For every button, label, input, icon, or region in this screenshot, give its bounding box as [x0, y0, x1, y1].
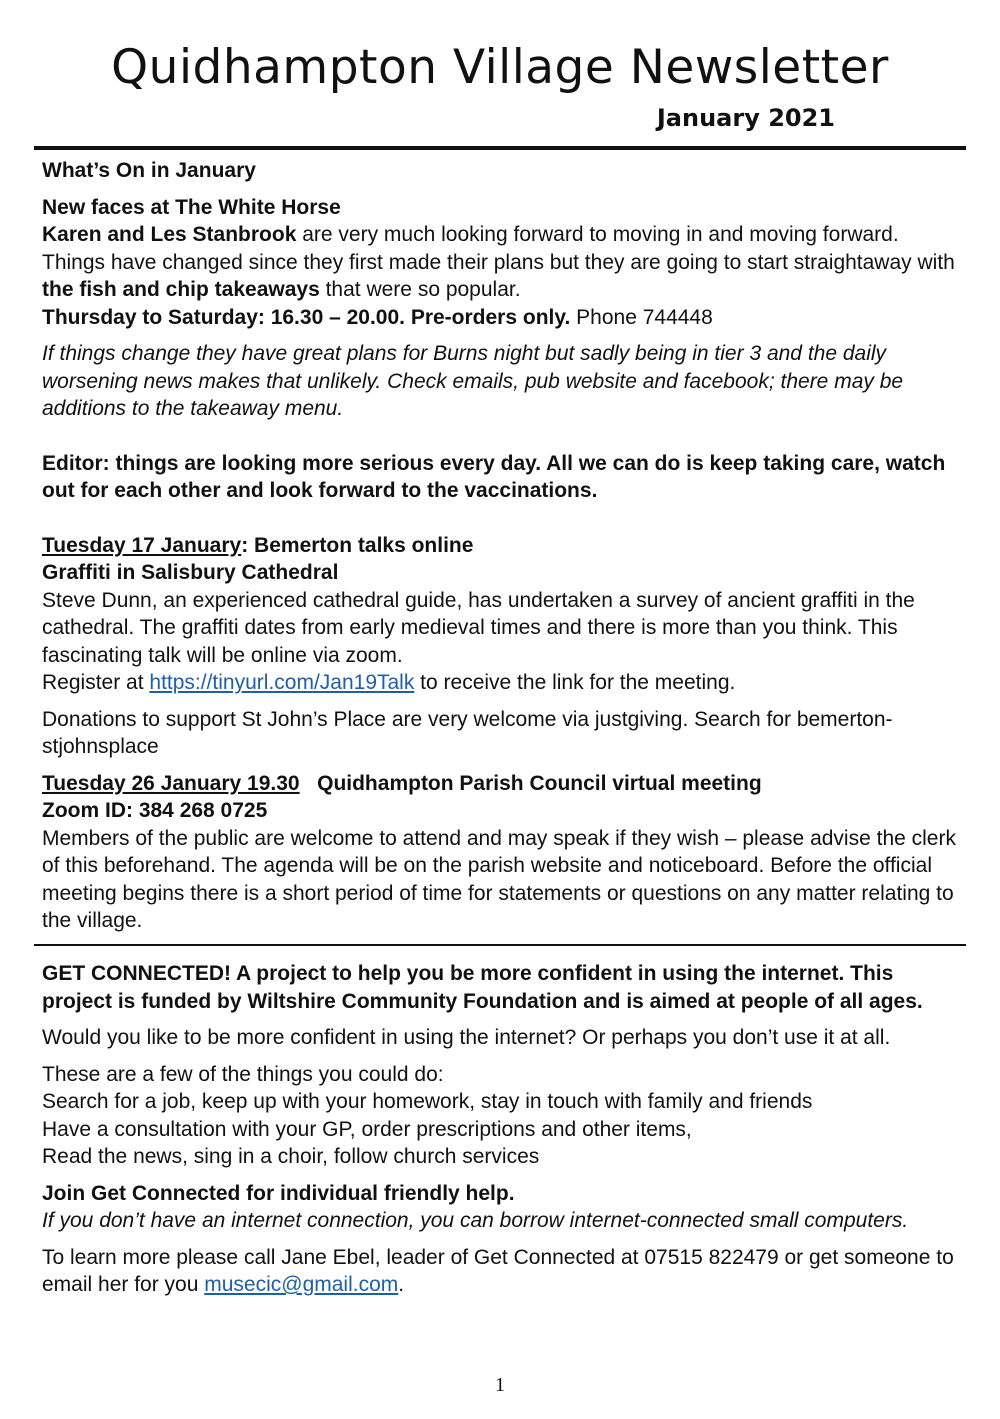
get-connected-list-intro: These are a few of the things you could do:	[42, 1062, 444, 1086]
takeaway-hours-line	[42, 304, 962, 332]
header-divider	[34, 146, 966, 150]
editor-note: Editor: things are looking more serious every day. All we can do is keep taking care, watch out for each other and look forward to the vaccinations.	[42, 451, 946, 502]
list-item: Have a consultation with your GP, order prescriptions and other items,	[42, 1117, 692, 1141]
contact-end: .	[398, 1273, 405, 1296]
pub-phone: Phone 744448	[570, 305, 713, 329]
council-heading	[42, 770, 962, 798]
takeaway-hours: Thursday to Saturday: 16.30 – 20.00. Pre-orders only.	[42, 305, 571, 329]
register-suffix: to receive the link for the meeting.	[414, 671, 736, 694]
talk-register-line	[42, 669, 962, 697]
issue-date: January 2021	[656, 104, 835, 132]
section-heading-whats-on: What’s On in January	[42, 159, 256, 182]
white-horse-paragraph	[42, 221, 962, 304]
list-item: Read the news, sing in a choir, follow church services	[42, 1145, 540, 1168]
talk-date: Tuesday 17 January	[42, 533, 242, 557]
council-date: Tuesday 26 January 19.30	[42, 771, 300, 795]
council-heading-rest: Quidhampton Parish Council virtual meeting	[299, 771, 762, 795]
get-connected-heading: GET CONNECTED! A project to help you be more confident in using the internet. This project is funded by Wiltshire Community Foundation and is aimed at people of all ages.	[42, 962, 923, 1013]
newsletter-title: Quidhampton Village Newsletter	[111, 40, 889, 95]
section-divider	[34, 944, 966, 946]
council-description: Members of the public are welcome to attend and may speak if they wish – please advise the clerk of this beforehand. The agenda will be on the parish website and noticeboard. Before the official meeting begins there is a short period of time for statements or questions on any matter relating to the village.	[42, 826, 956, 932]
talk-heading	[42, 532, 962, 560]
list-item: Search for a job, keep up with your homework, stay in touch with family and friends	[42, 1090, 813, 1113]
burns-night-note: If things change they have great plans for Burns night but sadly being in tier 3 and the daily worsening news makes that unlikely. Check emails, pub website and facebook; there may be additions to the takeaway menu.	[42, 342, 904, 420]
white-horse-text-1: are very much looking forward to moving in and moving forward. Things have changed since they first made their plans but they are going to start straightaway with	[42, 223, 955, 274]
contact-email-link[interactable]: musecic@gmail.com	[204, 1273, 399, 1296]
page-number: 1	[495, 1374, 505, 1396]
donations-note: Donations to support St John’s Place are very welcome via justgiving. Search for bemerton-stjohnsplace	[42, 707, 893, 758]
whats-on-section	[42, 157, 962, 935]
get-connected-contact	[42, 1244, 962, 1299]
get-connected-question: Would you like to be more confident in using the internet? Or perhaps you don’t use it at all.	[42, 1026, 891, 1049]
talk-register-link[interactable]: https://tinyurl.com/Jan19Talk	[149, 671, 415, 694]
talk-description: Steve Dunn, an experienced cathedral guide, has undertaken a survey of ancient graffiti in the cathedral. The graffiti dates from early medieval times and there is more than you think. This fascinating talk will be online via zoom.	[42, 588, 915, 667]
talk-heading-rest: : Bemerton talks online	[241, 533, 474, 557]
white-horse-text-2: that were so popular.	[319, 278, 521, 301]
get-connected-join: Join Get Connected for individual friendly help.	[42, 1181, 515, 1205]
takeaway-highlight: the fish and chip takeaways	[42, 278, 320, 301]
talk-subheading: Graffiti in Salisbury Cathedral	[42, 561, 339, 584]
get-connected-borrow: If you don’t have an internet connection, you can borrow internet-connected small computers.	[42, 1209, 909, 1232]
landlord-names: Karen and Les Stanbrook	[42, 223, 297, 246]
get-connected-section	[42, 960, 962, 1299]
council-zoom-id: Zoom ID: 384 268 0725	[42, 799, 268, 822]
register-prefix: Register at	[42, 671, 150, 694]
white-horse-heading: New faces at The White Horse	[42, 195, 341, 219]
contact-text: To learn more please call Jane Ebel, leader of Get Connected at 07515 822479 or get someone to email her for you	[42, 1245, 954, 1296]
